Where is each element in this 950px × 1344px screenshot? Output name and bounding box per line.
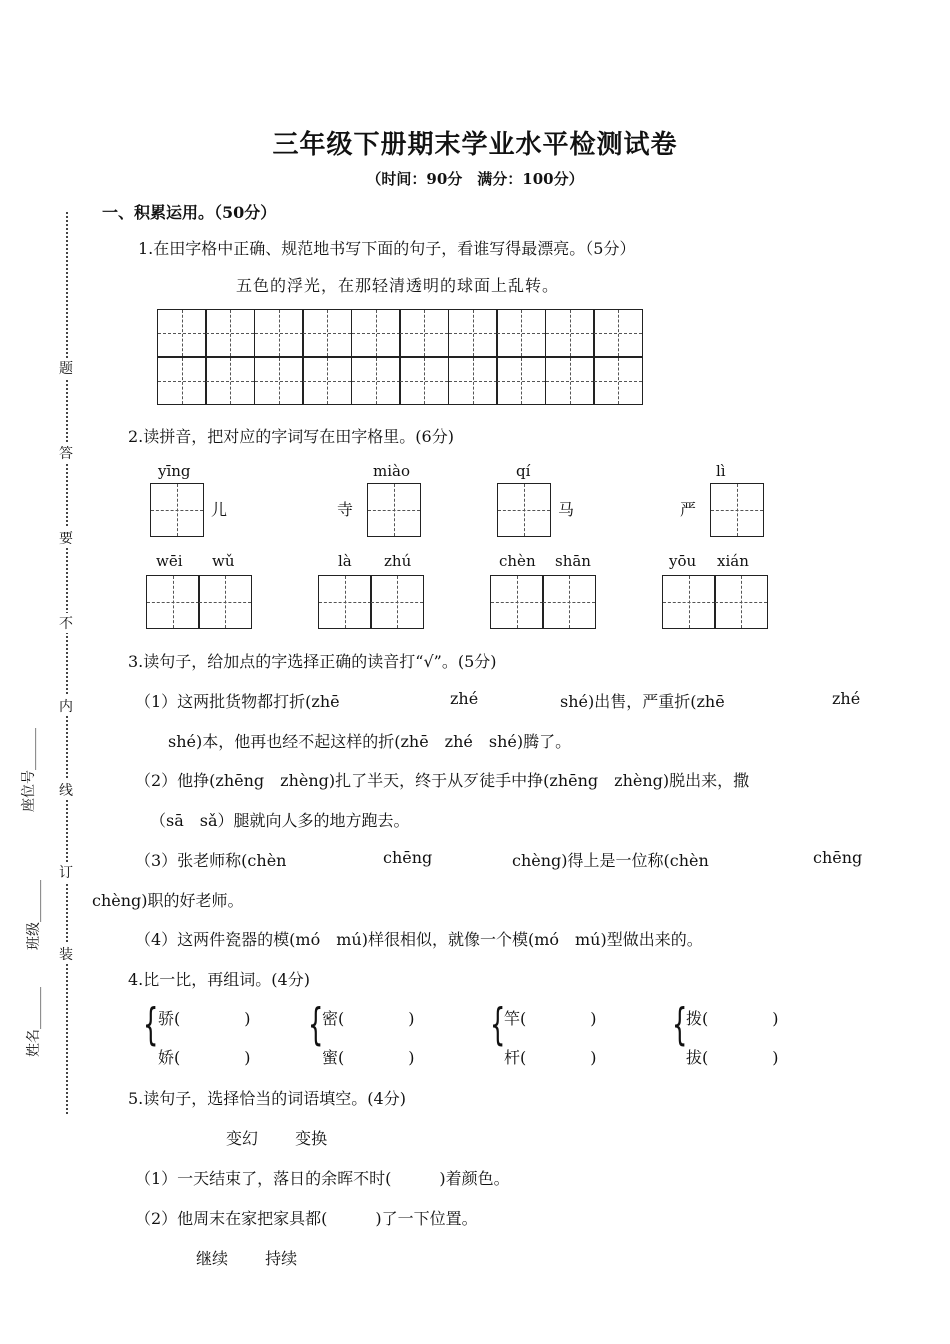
pinyin: wēi [156,552,183,570]
pinyin: yōu [669,552,697,570]
name-field[interactable]: 姓名______ [26,987,42,1057]
answer-grid[interactable] [663,575,768,629]
word-pair-item[interactable]: 拨( ) [686,1009,779,1028]
question-2-prompt: 2.读拼音，把对应的字词写在田字格里。(6分) [128,427,454,446]
word-pair-item[interactable]: 蜜( ) [322,1048,415,1067]
q5-sentence: （1）一天结束了，落日的余晖不时( )着颜色。 [135,1169,510,1188]
word-pair-item[interactable]: 骄( ) [158,1009,251,1028]
question-1-prompt: 1.在田字格中正确、规范地书写下面的句子，看谁写得最漂亮。（5分） [138,239,636,258]
pinyin: miào [373,462,410,480]
pinyin: xián [717,552,749,570]
answer-grid[interactable] [368,483,421,537]
answer-grid[interactable] [711,483,764,537]
question-3-prompt: 3.读句子，给加点的字选择正确的读音打“√”。(5分) [128,652,497,671]
exam-info: （时间：90分 满分：100分） [366,170,584,188]
q3-line: （4）这两件瓷器的模(mó mú)样很相似，就像一个模(mó mú)型做出来的。 [135,930,703,949]
word-pair-item[interactable]: 密( ) [322,1009,415,1028]
brace: { [490,999,506,1050]
pinyin: là [338,552,352,570]
brace: { [308,999,324,1050]
q3-line: zhé [832,689,861,708]
margin-char: 答 [56,443,76,463]
section-heading: 一、积累运用。（50分） [102,203,277,222]
q3-line: shé)出售，严重折(zhē [560,692,725,711]
given-char: 马 [558,500,575,519]
pinyin: chèn [499,552,536,570]
word-pair-item[interactable]: 娇( ) [158,1048,251,1067]
margin-char: 订 [56,862,76,882]
given-char: 严 [680,500,697,519]
answer-grid[interactable] [319,575,424,629]
q3-line: chèng)职的好老师。 [92,891,244,910]
pinyin: wǔ [212,552,235,570]
answer-grid[interactable] [498,483,551,537]
seat-number-field[interactable]: 座位号______ [21,728,37,812]
q5-sentence: （2）他周末在家把家具都( )了一下位置。 [135,1209,478,1228]
margin-char: 装 [56,944,76,964]
class-field[interactable]: 班级______ [26,880,42,950]
pinyin: yīng [158,462,191,480]
margin-char: 不 [56,613,76,633]
pinyin: shān [555,552,591,570]
pinyin: lì [716,462,726,480]
margin-char: 内 [56,696,76,716]
question-5-prompt: 5.读句子，选择恰当的词语填空。(4分) [128,1089,406,1108]
q3-line: chèng)得上是一位称(chèn [512,851,709,870]
q3-line: chēng [813,848,863,867]
pinyin: qí [516,462,531,480]
q3-line: shé)本，他再也经不起这样的折(zhē zhé shé)腾了。 [168,732,572,751]
writing-grid-row[interactable] [158,357,643,405]
word-pair-item[interactable]: 杆( ) [504,1048,597,1067]
page-title: 三年级下册期末学业水平检测试卷 [272,130,678,160]
given-char: 寺 [337,500,354,519]
word-pair-item[interactable]: 竿( ) [504,1009,597,1028]
copy-sentence: 五色的浮光，在那轻清透明的球面上乱转。 [236,276,560,295]
word-pair-item[interactable]: 拔( ) [686,1048,779,1067]
q3-line: （1）这两批货物都打折(zhē [135,692,340,711]
word-choices: 变幻 变换 [226,1129,328,1148]
given-char: 儿 [211,500,228,519]
word-choices: 继续 持续 [196,1249,298,1268]
answer-grid[interactable] [491,575,596,629]
margin-char: 要 [56,528,76,548]
binding-dotted-line [66,212,68,1114]
q3-line: （sā sǎ）腿就向人多的地方跑去。 [150,811,410,830]
margin-char: 题 [56,358,76,378]
q3-line: （2）他挣(zhēng zhèng)扎了半天，终于从歹徒手中挣(zhēng zhèng)脱出来，撒 [135,771,750,790]
writing-grid-row[interactable] [158,309,643,357]
q3-line: （3）张老师称(chèn [135,851,287,870]
pinyin: zhú [384,552,412,570]
answer-grid[interactable] [151,483,204,537]
brace: { [672,999,688,1050]
q3-line: zhé [450,689,479,708]
brace: { [143,999,159,1050]
answer-grid[interactable] [147,575,252,629]
margin-char: 线 [56,780,76,800]
question-4-prompt: 4.比一比，再组词。(4分) [128,970,310,989]
q3-line: chēng [383,848,433,867]
